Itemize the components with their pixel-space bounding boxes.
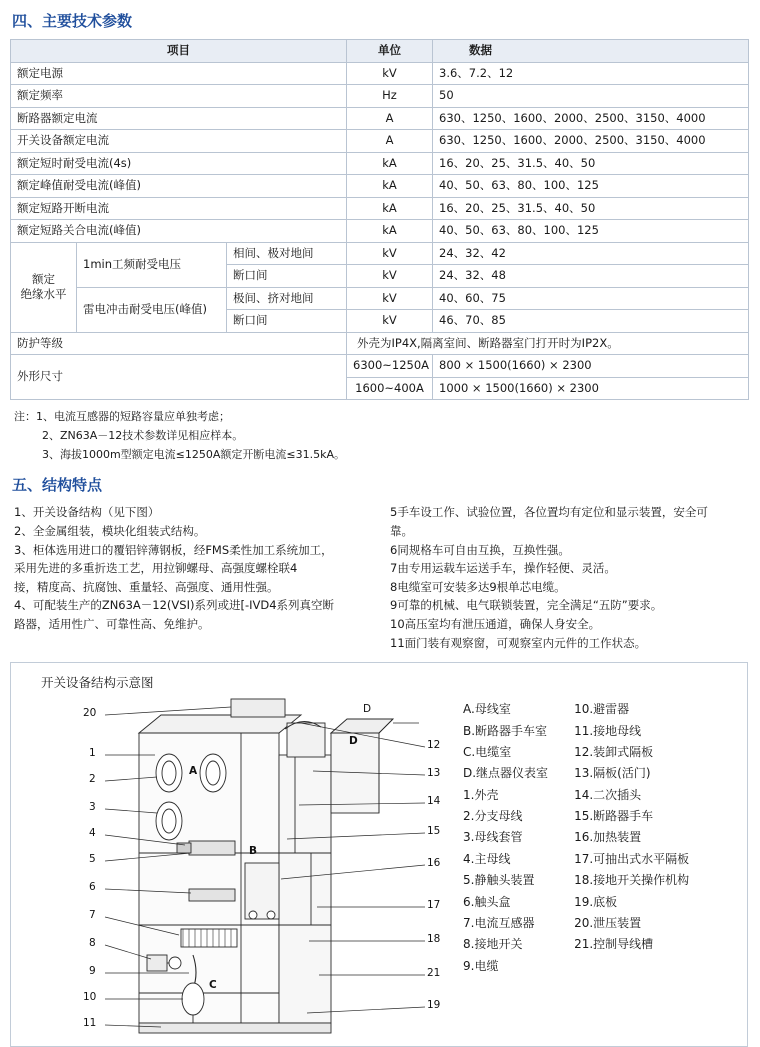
legend-item: 21.控制导线槽 [574,937,654,952]
callout-3: 3 [89,801,96,814]
header-data: 数据 [433,40,749,63]
room-label-C: C [209,979,217,992]
row-unit: kA [347,175,433,198]
legend-item: 16.加热装置 [574,830,642,845]
insulation-label-line2: 绝缘水平 [20,287,67,302]
legend-right-column [574,699,689,977]
legend-item: 10.避雷器 [574,702,630,717]
row-unit: kA [347,220,433,243]
row-data: 24、32、48 [433,265,749,288]
feature-line: 8电缆室可安装多达9根单芯电缆。 [390,579,566,594]
legend-item: B.断路器手车室 [463,723,548,738]
callout-8: 8 [89,937,96,950]
table-row [11,107,749,130]
row-unit: A [347,107,433,130]
legend-item: 7.电流互感器 [463,915,535,930]
table-row-insulation [11,287,749,310]
legend-item: 5.静触头装置 [463,873,535,888]
row-unit: kA [347,197,433,220]
legend-item: 15.断路器手车 [574,809,654,824]
row-unit: kV [347,310,433,333]
callout-13: 13 [427,767,441,780]
feature-line: 采用先进的多重折迭工艺，用拉铆螺母、高强度螺栓联4 [14,561,298,576]
callout-14: 14 [427,795,441,808]
legend-item: 14.二次插头 [574,787,642,802]
features-columns [14,503,750,652]
callout-4: 4 [89,827,96,840]
legend-item: A.母线室 [463,702,511,717]
callout-7: 7 [89,909,96,922]
feature-line: 接，精度高、抗腐蚀、重量轻、高强度、通用性强。 [14,579,279,594]
dimension-range: 6300~1250A [347,355,433,378]
callout-D: D [363,703,372,716]
table-row [11,152,749,175]
insulation-group-name: 雷电冲击耐受电压(峰值) [77,287,227,332]
insulation-label [11,242,77,332]
callout-11: 11 [83,1017,97,1030]
row-unit: kV [347,242,433,265]
feature-line: 4、可配装生产的ZN63A－12(VSI)系列或进[-IVD4系列真空断 [14,598,335,613]
callout-19: 19 [427,999,441,1012]
legend-item: 4.主母线 [463,851,511,866]
feature-line: 靠。 [390,523,413,538]
features-left-column [14,503,372,652]
table-row-dimensions [11,355,749,378]
row-data: 3.6、7.2、12 [433,62,749,85]
room-label-D: D [349,735,358,748]
legend-item: D.继点器仪表室 [463,766,549,781]
table-row [11,62,749,85]
table-row [11,175,749,198]
legend-item: 1.外壳 [463,787,499,802]
feature-line: 3、柜体选用进口的覆铝锌薄钢板，经FMS柔性加工系统加工， [14,542,333,557]
feature-line: 9可靠的机械、电气联锁装置，完全满足“五防”要求。 [390,598,663,613]
note-line: 注：1、电流互感器的短路容量应单独考虑； [14,410,230,424]
legend-item: C.电缆室 [463,745,512,760]
callout-10: 10 [83,991,97,1004]
legend-item: 2.分支母线 [463,809,523,824]
legend-item: 3.母线套管 [463,830,523,845]
callout-16: 16 [427,857,441,870]
row-data: 800 × 1500(1660) × 2300 [433,355,749,378]
table-row-protection [11,332,749,355]
table-row [11,85,749,108]
legend-item: 18.接地开关操作机构 [574,873,690,888]
feature-line: 6同规格车可自由互换，互换性强。 [390,542,570,557]
section-heading-parameters-text: 四、主要技术参数 [12,12,133,30]
table-row [11,220,749,243]
feature-line: 5手车设工作、试验位置，各位置均有定位和显示装置，安全可 [390,505,708,520]
row-item: 防护等级 [11,332,347,355]
legend-item: 12.装卸式隔板 [574,745,654,760]
switchgear-svg [81,693,451,1038]
legend-item: 20.泄压装置 [574,915,642,930]
row-data: 40、50、63、80、100、125 [433,175,749,198]
feature-line: 7由专用运载车运送手车，操作轻便、灵活。 [390,561,616,576]
row-item: 额定峰值耐受电流(峰值) [11,175,347,198]
legend-item: 17.可抽出式水平隔板 [574,851,690,866]
note-line: 3、海拔1000m型额定电流≤1250A额定开断电流≤31.5kA。 [14,447,346,461]
callout-2: 2 [89,773,96,786]
row-item: 开关设备额定电流 [11,130,347,153]
callout-21: 21 [427,967,441,980]
callout-9: 9 [89,965,96,978]
row-unit: kV [347,287,433,310]
features-right-column [390,503,748,652]
insulation-label-line1: 额定 [32,271,55,286]
legend-item: 11.接地母线 [574,723,642,738]
callout-20: 20 [83,707,97,720]
header-item: 项目 [11,40,347,63]
room-label-A: A [189,765,198,778]
table-row [11,130,749,153]
section-heading-parameters [12,10,750,31]
feature-line: 10高压室均有泄压通道，确保人身安全。 [390,617,601,632]
row-unit: kA [347,152,433,175]
switchgear-drawing [81,693,451,1038]
legend-item: 9.电缆 [463,958,499,973]
feature-line: 1、开关设备结构（见下图） [14,505,160,520]
row-data: 24、32、42 [433,242,749,265]
callout-18: 18 [427,933,441,946]
callout-6: 6 [89,881,96,894]
note-line: 2、ZN63A－12技术参数详见相应样本。 [14,428,244,442]
table-row [11,197,749,220]
callout-17: 17 [427,899,441,912]
legend-item: 13.隔板(活门) [574,766,651,781]
insulation-sub: 断口间 [227,310,347,333]
diagram-panel [10,662,748,1047]
section-heading-features [12,474,750,495]
row-data: 40、60、75 [433,287,749,310]
insulation-sub: 断口间 [227,265,347,288]
diagram-legend [463,699,689,977]
row-item: 额定短路开断电流 [11,197,347,220]
row-data: 1000 × 1500(1660) × 2300 [433,377,749,400]
row-unit: A [347,130,433,153]
legend-item: 19.底板 [574,894,618,909]
insulation-sub: 极间、挤对地间 [227,287,347,310]
row-unit: kV [347,62,433,85]
row-item: 额定短路关合电流(峰值) [11,220,347,243]
feature-line: 路器，适用性广、可靠性高、免维护。 [14,617,210,632]
row-data: 50 [433,85,749,108]
row-unit: kV [347,265,433,288]
legend-left-column [463,699,548,977]
row-item: 外形尺寸 [11,355,347,400]
table-row-insulation [11,242,749,265]
row-item: 额定频率 [11,85,347,108]
specifications-table [10,39,749,400]
row-unit: Hz [347,85,433,108]
callout-1: 1 [89,747,96,760]
row-data: 40、50、63、80、100、125 [433,220,749,243]
section-heading-features-text: 五、结构特点 [12,476,103,495]
legend-item: 6.触头盒 [463,894,511,909]
row-data: 外壳为IP4X,隔离室间、断路器室门打开时为IP2X。 [347,332,749,355]
table-header-row [11,40,749,63]
row-data: 46、70、85 [433,310,749,333]
header-unit: 单位 [347,40,433,63]
row-data: 630、1250、1600、2000、2500、3150、4000 [433,107,749,130]
feature-line: 11面门装有观察窗，可观察室内元件的工作状态。 [390,635,647,650]
callout-5: 5 [89,853,96,866]
row-item: 断路器额定电流 [11,107,347,130]
callout-15: 15 [427,825,441,838]
row-data: 630、1250、1600、2000、2500、3150、4000 [433,130,749,153]
row-data: 16、20、25、31.5、40、50 [433,152,749,175]
callout-12: 12 [427,739,441,752]
dimension-range: 1600~400A [347,377,433,400]
room-label-B: B [249,845,258,858]
diagram-title: 开关设备结构示意图 [41,675,154,691]
row-item: 额定短时耐受电流(4s) [11,152,347,175]
table-notes [14,408,750,464]
legend-item: 8.接地开关 [463,937,523,952]
row-data: 16、20、25、31.5、40、50 [433,197,749,220]
feature-line: 2、全金属组装，模块化组装式结构。 [14,523,206,538]
row-item: 额定电源 [11,62,347,85]
insulation-sub: 相间、极对地间 [227,242,347,265]
insulation-group-name: 1min工频耐受电压 [77,242,227,287]
